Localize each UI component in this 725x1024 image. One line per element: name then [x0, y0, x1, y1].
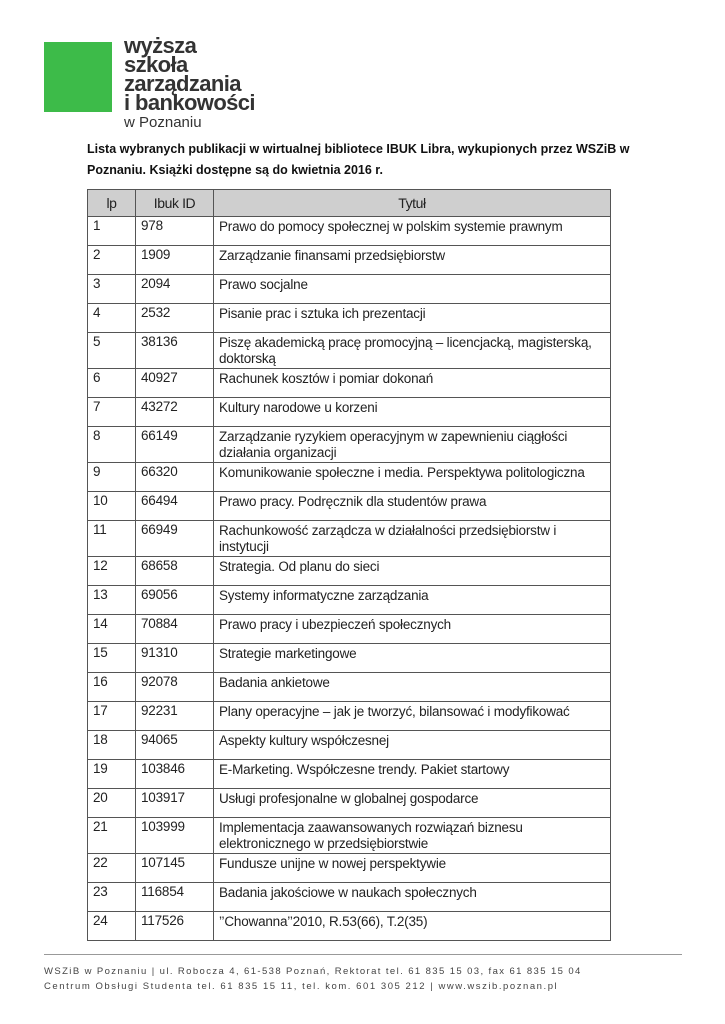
cell-ibuk-id: 68658 [136, 557, 214, 586]
cell-lp: 13 [88, 586, 136, 615]
publications-table [87, 189, 611, 941]
footer-line-address: WSZiB w Poznaniu | ul. Robocza 4, 61-538 Poznań, Rektorat tel. 61 835 15 03, fax 61 835 15 04 [44, 966, 582, 977]
footer-divider [44, 954, 682, 955]
table-row [88, 333, 611, 369]
cell-title: Systemy informatyczne zarządzania [214, 586, 611, 615]
cell-ibuk-id: 978 [136, 217, 214, 246]
cell-lp: 11 [88, 521, 136, 557]
cell-title: Plany operacyjne – jak je tworzyć, bilansować i modyfikować [214, 702, 611, 731]
cell-lp: 2 [88, 246, 136, 275]
cell-lp: 14 [88, 615, 136, 644]
table-row [88, 275, 611, 304]
cell-ibuk-id: 66949 [136, 521, 214, 557]
cell-lp: 16 [88, 673, 136, 702]
logo-line-2: szkoła [124, 52, 188, 77]
cell-title: Pisanie prac i sztuka ich prezentacji [214, 304, 611, 333]
table-row [88, 463, 611, 492]
cell-ibuk-id: 94065 [136, 731, 214, 760]
cell-ibuk-id: 66494 [136, 492, 214, 521]
table-row [88, 760, 611, 789]
cell-title: Aspekty kultury współczesnej [214, 731, 611, 760]
logo-wordmark [124, 33, 324, 131]
cell-lp: 17 [88, 702, 136, 731]
cell-title: Zarządzanie ryzykiem operacyjnym w zapewnieniu ciągłości działania organizacji [214, 427, 611, 463]
logo-line-1: wyższa [124, 33, 197, 58]
cell-title: Zarządzanie finansami przedsiębiorstw [214, 246, 611, 275]
cell-title: Kultury narodowe u korzeni [214, 398, 611, 427]
cell-ibuk-id: 92231 [136, 702, 214, 731]
table-row [88, 427, 611, 463]
cell-lp: 24 [88, 912, 136, 941]
cell-lp: 8 [88, 427, 136, 463]
cell-ibuk-id: 70884 [136, 615, 214, 644]
cell-ibuk-id: 66320 [136, 463, 214, 492]
table-row [88, 702, 611, 731]
cell-ibuk-id: 40927 [136, 369, 214, 398]
cell-ibuk-id: 66149 [136, 427, 214, 463]
table-row [88, 492, 611, 521]
cell-lp: 23 [88, 883, 136, 912]
cell-ibuk-id: 103999 [136, 818, 214, 854]
column-header-lp: lp [88, 190, 136, 217]
cell-ibuk-id: 69056 [136, 586, 214, 615]
cell-lp: 7 [88, 398, 136, 427]
logo-line-4: i bankowości [124, 90, 255, 115]
column-header-ibuk-id: Ibuk ID [136, 190, 214, 217]
table-row [88, 398, 611, 427]
cell-ibuk-id: 1909 [136, 246, 214, 275]
cell-title: Usługi profesjonalne w globalnej gospodarce [214, 789, 611, 818]
cell-title: Badania ankietowe [214, 673, 611, 702]
cell-title: Prawo pracy i ubezpieczeń społecznych [214, 615, 611, 644]
cell-lp: 3 [88, 275, 136, 304]
table-row [88, 557, 611, 586]
cell-title: Rachunkowość zarządcza w działalności przedsiębiorstw i instytucji [214, 521, 611, 557]
table-row [88, 586, 611, 615]
table-row [88, 883, 611, 912]
cell-lp: 21 [88, 818, 136, 854]
cell-lp: 19 [88, 760, 136, 789]
cell-ibuk-id: 2094 [136, 275, 214, 304]
cell-title: Komunikowanie społeczne i media. Perspektywa politologiczna [214, 463, 611, 492]
cell-lp: 20 [88, 789, 136, 818]
cell-lp: 1 [88, 217, 136, 246]
cell-ibuk-id: 43272 [136, 398, 214, 427]
cell-lp: 5 [88, 333, 136, 369]
table-row [88, 304, 611, 333]
table-row [88, 912, 611, 941]
cell-title: Piszę akademicką pracę promocyjną – licencjacką, magisterską, doktorską [214, 333, 611, 369]
cell-lp: 18 [88, 731, 136, 760]
cell-title: Implementacja zaawansowanych rozwiązań biznesu elektronicznego w przedsiębiorstwie [214, 818, 611, 854]
cell-title: Badania jakościowe w naukach społecznych [214, 883, 611, 912]
footer [44, 964, 684, 994]
cell-lp: 10 [88, 492, 136, 521]
logo-line-3: zarządzania [124, 71, 241, 96]
cell-title: Fundusze unijne w nowej perspektywie [214, 854, 611, 883]
cell-lp: 4 [88, 304, 136, 333]
cell-title: Prawo do pomocy społecznej w polskim systemie prawnym [214, 217, 611, 246]
table-row [88, 644, 611, 673]
table-row [88, 246, 611, 275]
cell-ibuk-id: 92078 [136, 673, 214, 702]
logo-green-square [44, 42, 112, 112]
table-body [88, 217, 611, 941]
cell-title: ’’Chowanna’’2010, R.53(66), T.2(35) [214, 912, 611, 941]
table-row [88, 854, 611, 883]
cell-title: Prawo socjalne [214, 275, 611, 304]
footer-line-contact: Centrum Obsługi Studenta tel. 61 835 15 11, tel. kom. 601 305 212 | www.wszib.poznan.pl [44, 981, 559, 992]
cell-lp: 6 [88, 369, 136, 398]
cell-lp: 9 [88, 463, 136, 492]
cell-title: Strategie marketingowe [214, 644, 611, 673]
logo-city: w Poznaniu [124, 114, 202, 131]
cell-ibuk-id: 117526 [136, 912, 214, 941]
cell-ibuk-id: 116854 [136, 883, 214, 912]
cell-ibuk-id: 91310 [136, 644, 214, 673]
column-header-title: Tytuł [214, 190, 611, 217]
table-row [88, 369, 611, 398]
cell-lp: 15 [88, 644, 136, 673]
table-header-row [88, 190, 611, 217]
table-row [88, 731, 611, 760]
cell-ibuk-id: 103846 [136, 760, 214, 789]
cell-ibuk-id: 2532 [136, 304, 214, 333]
cell-title: E-Marketing. Współczesne trendy. Pakiet startowy [214, 760, 611, 789]
table-row [88, 615, 611, 644]
cell-lp: 12 [88, 557, 136, 586]
cell-title: Prawo pracy. Podręcznik dla studentów prawa [214, 492, 611, 521]
table-row [88, 789, 611, 818]
table-row [88, 521, 611, 557]
table-row [88, 673, 611, 702]
intro-heading: Lista wybranych publikacji w wirtualnej bibliotece IBUK Libra, wykupionych przez WSZiB w Poznaniu. Książki dostępne są do kwietnia 2016 r. [87, 142, 630, 177]
table-row [88, 818, 611, 854]
cell-title: Rachunek kosztów i pomiar dokonań [214, 369, 611, 398]
cell-ibuk-id: 103917 [136, 789, 214, 818]
cell-ibuk-id: 107145 [136, 854, 214, 883]
cell-title: Strategia. Od planu do sieci [214, 557, 611, 586]
cell-lp: 22 [88, 854, 136, 883]
cell-ibuk-id: 38136 [136, 333, 214, 369]
table-row [88, 217, 611, 246]
